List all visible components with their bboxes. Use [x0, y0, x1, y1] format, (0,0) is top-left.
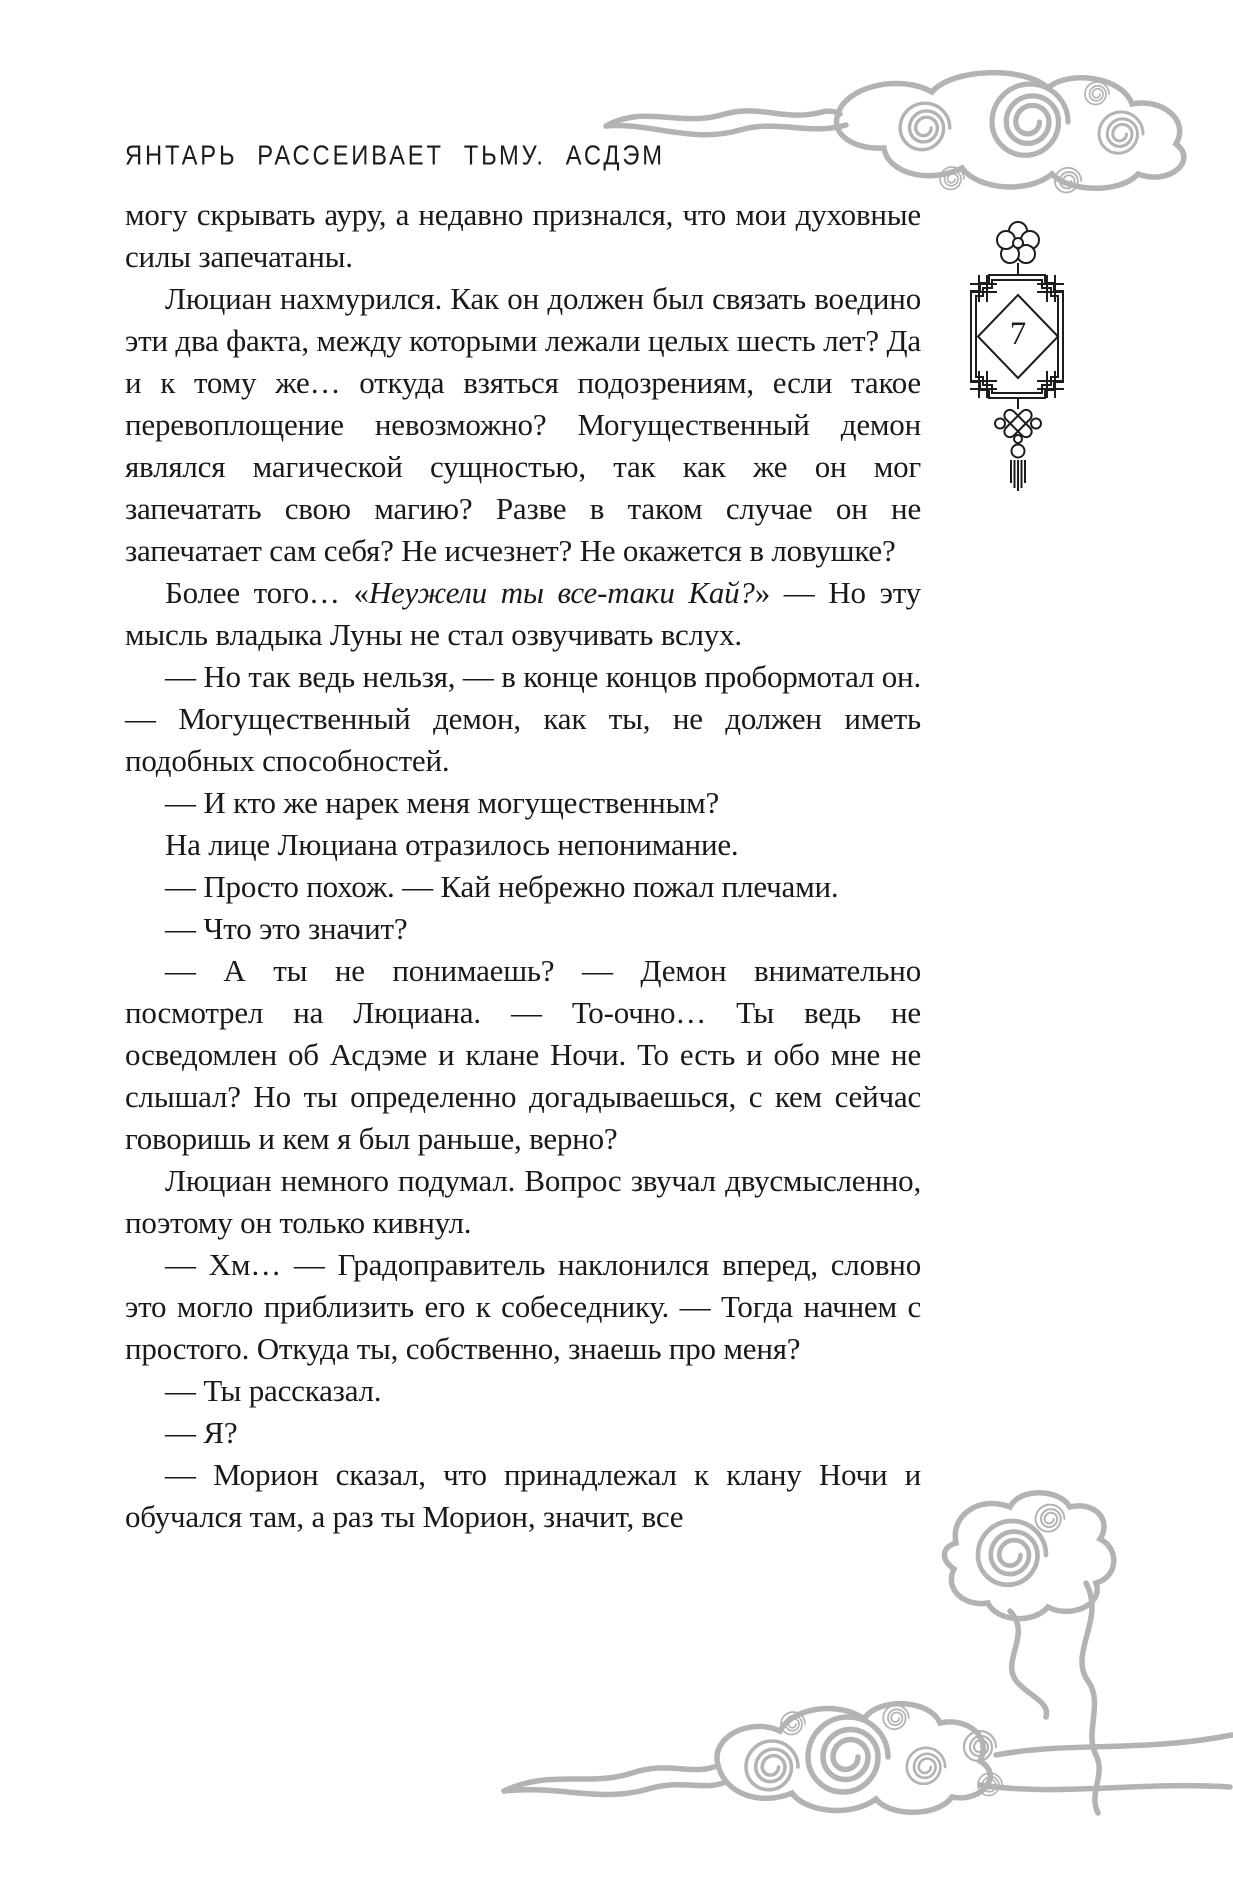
running-header: ЯНТАРЬ РАССЕИВАЕТ ТЬМУ. АСДЭМ: [125, 140, 665, 172]
paragraph: [125, 572, 921, 656]
inner-thought-quote: Неужели ты все-таки Кай?: [368, 575, 755, 610]
lantern-lines: [970, 222, 1064, 491]
paragraph: — Но так ведь нельзя, — в конце концов пробормотал он. — Могущественный демон, как ты, не должен иметь подобных способностей.: [125, 659, 921, 778]
paragraph: — И кто же нарек меня могущественным?: [165, 785, 720, 820]
paragraph: — Ты рассказал.: [165, 1373, 382, 1408]
paragraph: Люциан нахмурился. Как он должен был связать воедино эти два факта, между которыми лежали целых шесть лет? Да и к тому же… откуда взяться подозрениям, если такое перевоплощение невозможно? Могущественный демон являлся магической сущностью, так как же он мог запечатать свою магию? Разве в таком случае он не запечатает сам себя? Не исчезнет? Не окажется в ловушке?: [125, 281, 921, 568]
cloud-ornament-bottom: [420, 1485, 1233, 1896]
flower-knot-icon: [997, 222, 1039, 263]
paragraph: — А ты не понимаешь? — Демон внимательно посмотрел на Люциана. — То-очно… Ты ведь не осведомлен об Асдэме и клане Ночи. То есть и обо мне не слышал? Но ты определенно догадываешься, с кем сейчас говоришь и кем я был раньше, верно?: [125, 953, 921, 1156]
paragraph: — Хм… — Градоправитель наклонился вперед, словно это могло приблизить его к собеседнику. — Тогда начнем с простого. Откуда ты, собственно, знаешь про меня?: [125, 1247, 921, 1366]
paragraph: Люциан немного подумал. Вопрос звучал двусмысленно, поэтому он только кивнул.: [125, 1163, 921, 1240]
paragraph-text: » — Но эту мысль владыка Луны не стал озвучивать вслух.: [125, 575, 921, 652]
tassel-icon: [1011, 445, 1025, 492]
paragraph: — Что это значит?: [165, 911, 408, 946]
cloud-strokes: [504, 1493, 1232, 1813]
paragraph: — Я?: [165, 1415, 238, 1450]
page-number-ornament: [950, 183, 1084, 495]
paragraph-text: Более того… «: [165, 575, 369, 610]
endless-knot-icon: [995, 408, 1041, 443]
cloud-strokes: [606, 73, 1184, 193]
paragraph: На лице Люциана отразилось непонимание.: [165, 827, 739, 862]
page-number: 7: [1009, 316, 1027, 352]
paragraph: могу скрывать ауру, а недавно признался, что мои духовные силы запечатаны.: [125, 197, 921, 274]
cloud-ornament-top: [600, 62, 1233, 202]
paragraph: — Просто похож. — Кай небрежно пожал плечами.: [165, 869, 839, 904]
paragraph: — Морион сказал, что принадлежал к клану Ночи и обучался там, а раз ты Морион, значит, все: [125, 1457, 921, 1534]
body-text: [125, 194, 921, 1538]
